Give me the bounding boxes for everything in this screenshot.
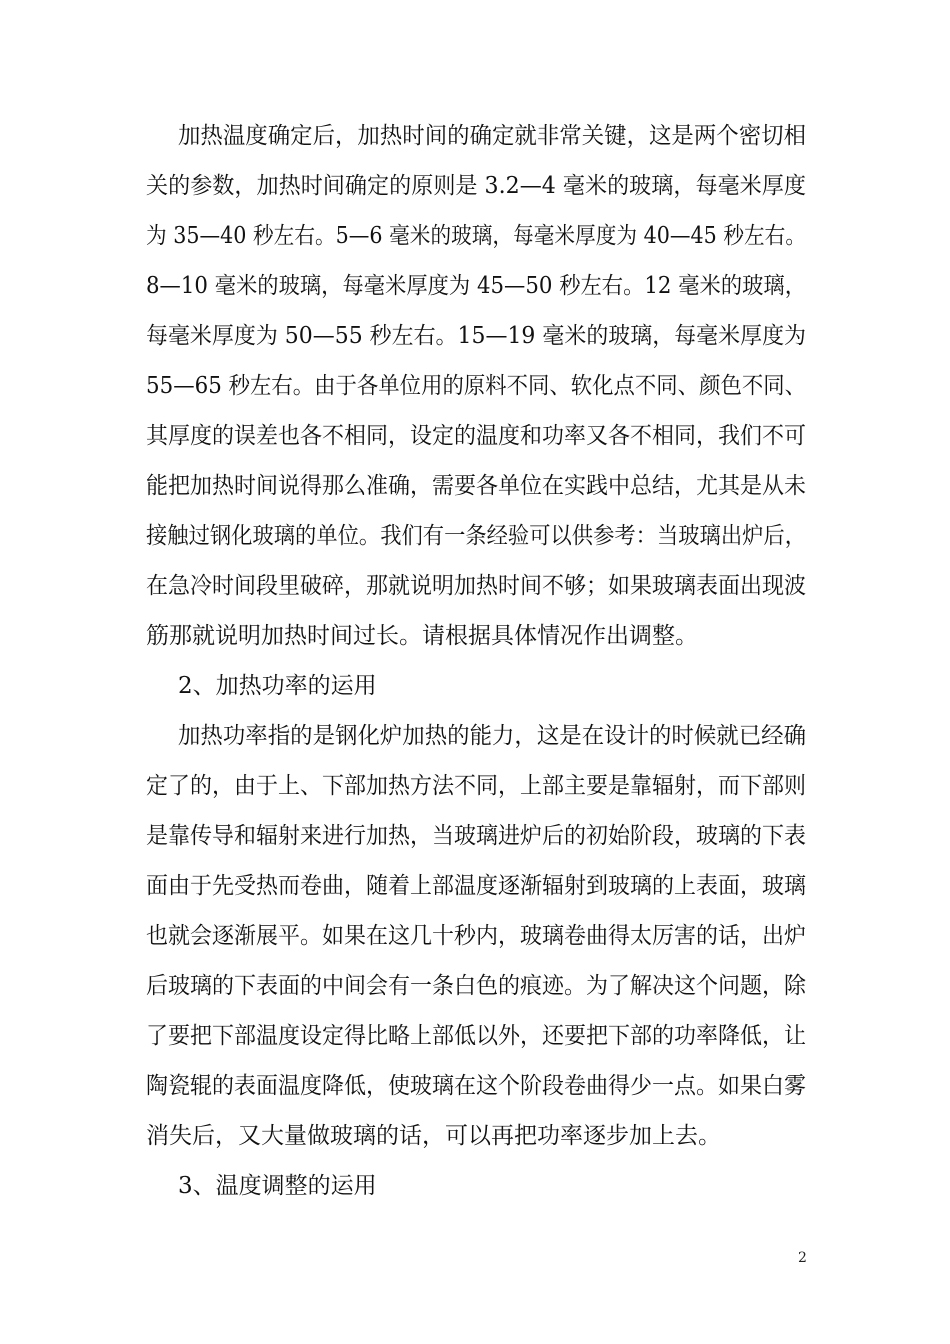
- text-line-content: 为 35—40 秒左右。5—6 毫米的玻璃，每毫米厚度为 40—45 秒左右。: [146, 223, 806, 249]
- text-line-content: 每毫米厚度为 50—55 秒左右。15—19 毫米的玻璃，每毫米厚度为: [146, 323, 806, 349]
- text-line: [0, 714, 950, 758]
- text-line: [0, 464, 950, 508]
- heading-line: [0, 1164, 950, 1208]
- text-line-content: 能把加热时间说得那么准确，需要各单位在实践中总结，尤其是从未: [146, 473, 806, 499]
- text-line-content: 面由于先受热而卷曲，随着上部温度逐渐辐射到玻璃的上表面，玻璃: [146, 873, 806, 899]
- text-line: [0, 414, 950, 458]
- text-line-content: 加热功率指的是钢化炉加热的能力，这是在设计的时候就已经确: [178, 723, 806, 749]
- page-number: 2: [798, 1250, 807, 1266]
- text-line-content: 接触过钢化玻璃的单位。我们有一条经验可以供参考：当玻璃出炉后，: [146, 523, 806, 549]
- text-line: [0, 1064, 950, 1108]
- text-line: [0, 914, 950, 958]
- text-line: [0, 164, 950, 208]
- text-line-content: 也就会逐渐展平。如果在这几十秒内，玻璃卷曲得太厉害的话，出炉: [146, 923, 806, 949]
- text-line: [0, 264, 950, 308]
- text-line: [0, 1114, 950, 1158]
- heading-line: [0, 664, 950, 708]
- text-line: [0, 564, 950, 608]
- text-line: [0, 864, 950, 908]
- text-line-content: 筋那就说明加热时间过长。请根据具体情况作出调整。: [146, 623, 698, 649]
- text-line: [0, 514, 950, 558]
- text-line: [0, 1014, 950, 1058]
- text-line-content: 是靠传导和辐射来进行加热，当玻璃进炉后的初始阶段，玻璃的下表: [146, 823, 806, 849]
- text-line-content: 8—10 毫米的玻璃，每毫米厚度为 45—50 秒左右。12 毫米的玻璃，: [146, 273, 806, 299]
- text-line-content: 消失后，又大量做玻璃的话，可以再把功率逐步加上去。: [146, 1123, 721, 1149]
- text-line-content: 关的参数，加热时间确定的原则是 3.2—4 毫米的玻璃，每毫米厚度: [146, 173, 806, 199]
- text-line: [0, 114, 950, 158]
- heading-text: 2、加热功率的运用: [178, 673, 377, 699]
- text-line-content: 定了的，由于上、下部加热方法不同，上部主要是靠辐射，而下部则: [146, 773, 806, 799]
- text-line: [0, 364, 950, 408]
- text-line-content: 55—65 秒左右。由于各单位用的原料不同、软化点不同、颜色不同、: [146, 373, 806, 399]
- text-line-content: 加热温度确定后，加热时间的确定就非常关键，这是两个密切相: [178, 123, 806, 149]
- text-line-content: 陶瓷辊的表面温度降低，使玻璃在这个阶段卷曲得少一点。如果白雾: [146, 1073, 806, 1099]
- text-line-content: 其厚度的误差也各不相同，设定的温度和功率又各不相同，我们不可: [146, 423, 806, 449]
- heading-text: 3、温度调整的运用: [178, 1173, 377, 1199]
- text-line: [0, 214, 950, 258]
- text-line-content: 在急冷时间段里破碎，那就说明加热时间不够；如果玻璃表面出现波: [146, 573, 806, 599]
- text-line: [0, 964, 950, 1008]
- text-line: [0, 314, 950, 358]
- text-line: [0, 764, 950, 808]
- text-line: [0, 814, 950, 858]
- text-line: [0, 614, 950, 658]
- text-line-content: 了要把下部温度设定得比略上部低以外，还要把下部的功率降低，让: [146, 1023, 806, 1049]
- text-line-content: 后玻璃的下表面的中间会有一条白色的痕迹。为了解决这个问题，除: [146, 973, 806, 999]
